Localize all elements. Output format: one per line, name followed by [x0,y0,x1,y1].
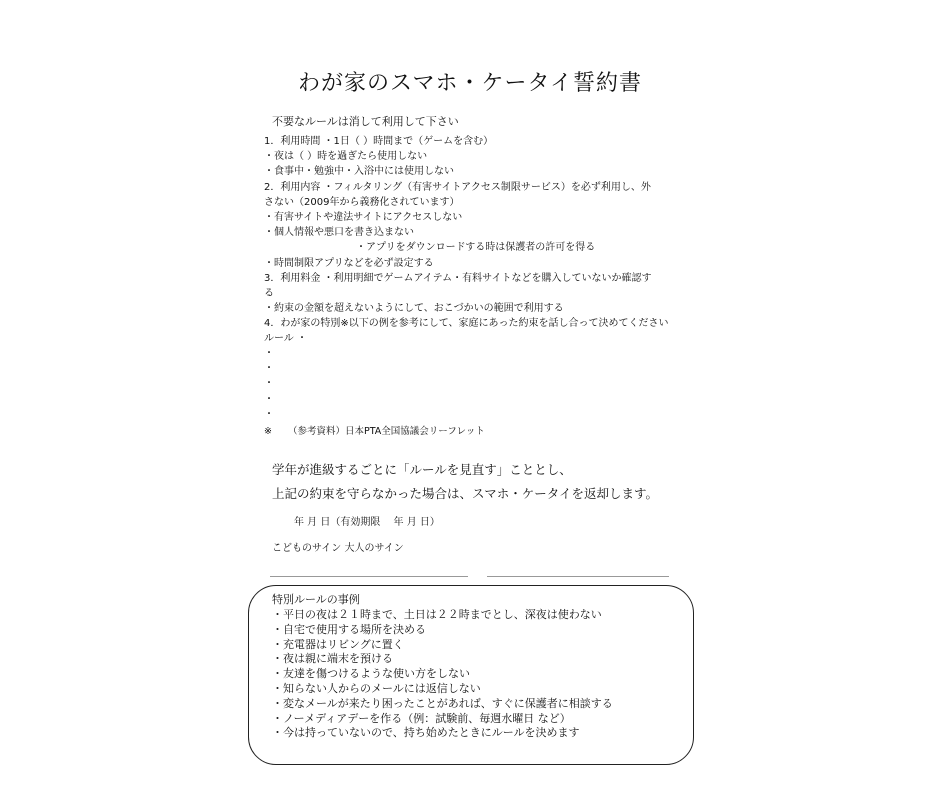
reference-text: （参考資料）日本PTA全国協議会リーフレット [288,426,485,437]
special-rule-item: ・ノーメディアデーを作る（例：試験前、毎週水曜日 など） [272,711,571,725]
rule-line: ルール ・ [264,333,307,345]
blank-bullet: ・ [264,348,274,359]
rule-line: ・時間制限アプリなどを必ず設定する [264,257,434,269]
declaration-line: 学年が進級するごとに「ルールを見直す」こととし、 [272,462,572,477]
date-line: 年 月 日（有効期限 年 月 日） [294,517,440,528]
special-rule-item: ・知らない人からのメールには返信しない [272,681,481,695]
special-rule-item: ・変なメールが来たり困ったことがあれば、すぐに保護者に相談する [272,696,613,710]
rule-line: ・有害サイトや違法サイトにアクセスしない [264,211,463,223]
blank-bullet: ・ [264,363,274,375]
reference-mark: ※ [264,426,272,437]
adult-signature-line [487,576,669,577]
special-rule-item: ・自宅で使用する場所を決める [272,622,426,636]
signature-labels: こどものサイン 大人のサイン [272,543,404,554]
special-rule-item: ・充電器はリビングに置く [272,637,404,651]
intro-instruction: 不要なルールは消して利用して下さい [272,115,459,128]
rule-line: ・約束の金額を超えないようにして、おこづかいの範囲で利用する [264,303,564,315]
special-rule-item: ・友達を傷つけるような使い方をしない [272,667,470,681]
rules-list [264,134,694,347]
rule-line: る [264,287,274,299]
rule-line: 3．利用料金 ・利用明細でゲームアイテム・有料サイトなどを購入していないか確認す [264,272,652,284]
rule-line: ・個人情報や悪口を書き込まない [264,227,414,239]
declaration [272,458,658,506]
rule-line: さない（2009年から義務化されています） [264,196,460,208]
blank-rule-bullets [264,346,274,422]
rule-line: 4．わが家の特別※以下の例を参考にして、家庭にあった約束を話し合って決めてください [264,318,669,330]
rule-line: ・アプリをダウンロードする時は保護者の許可を得る [356,242,596,254]
blank-bullet: ・ [264,408,274,420]
child-signature-line [270,576,468,577]
special-rule-item: ・夜は親に端末を預ける [272,652,393,666]
reference-note [264,425,485,439]
rule-line: 1．利用時間 ・1日（ ）時間まで（ゲームを含む） [264,136,494,147]
rule-line: ・食事中・勉強中・入浴中には使用しない [264,166,454,178]
special-rule-item: ・平日の夜は２１時まで、土日は２２時までとし、深夜は使わない [272,608,602,621]
rule-line: 2．利用内容 ・フィルタリング（有害サイトアクセス制限サービス）を必ず利用し、外 [264,181,651,193]
declaration-line: 上記の約束を守らなかった場合は、スマホ・ケータイを返却します。 [272,486,659,501]
special-rules-list [272,608,613,741]
special-rule-item: ・今は持っていないので、持ち始めたときにルールを決めます [272,726,580,740]
blank-bullet: ・ [264,393,274,405]
rule-line: ・夜は（ ）時を過ぎたら使用しない [264,151,428,163]
document-title: わが家のスマホ・ケータイ誓約書 [297,71,643,96]
special-rules-title: 特別ルールの事例 [272,593,360,606]
blank-bullet: ・ [264,378,274,390]
